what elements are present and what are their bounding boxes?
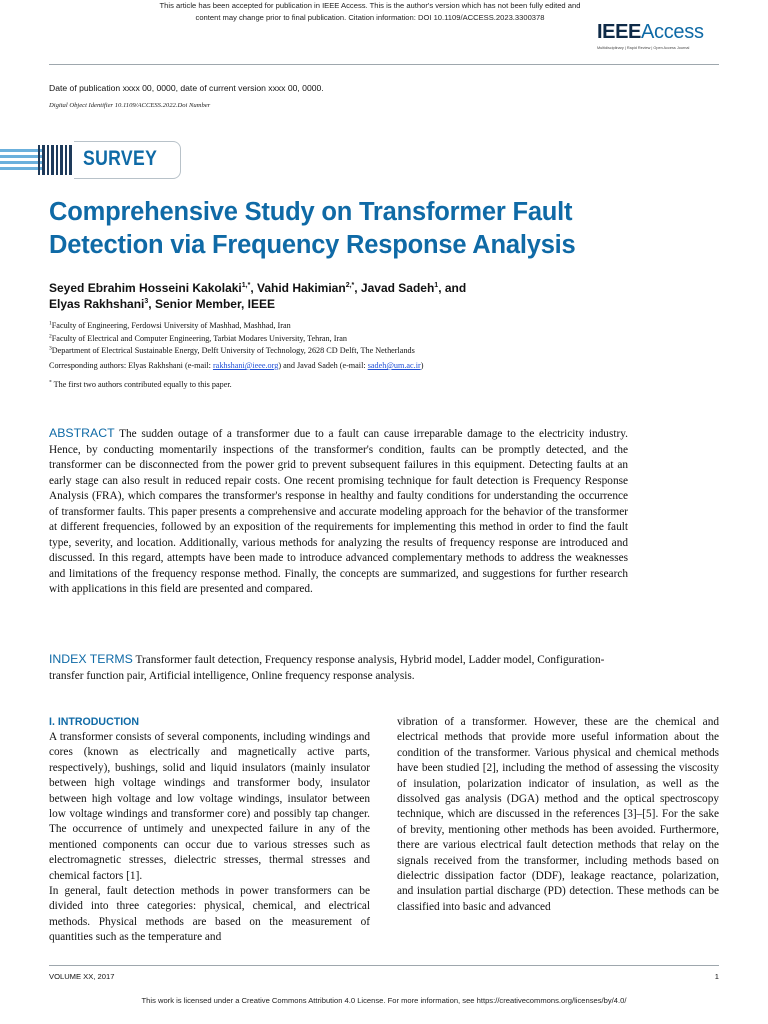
author-affiliation-mark: 1,* (241, 282, 251, 289)
logo-tagline: Multidisciplinary | Rapid Review | Open Access Journal (597, 46, 690, 50)
author-name: Elyas Rakhshani (49, 296, 145, 311)
footer-divider (49, 965, 719, 966)
license-notice: This work is licensed under a Creative Commons Attribution 4.0 License. For more information, see https://creativecommons.org/licenses/by/4.0/ (141, 996, 627, 1005)
affiliation-text: Faculty of Engineering, Ferdowsi University of Mashhad, Mashhad, Iran (51, 321, 291, 330)
author-name: Seyed Ebrahim Hosseini Kakolaki (49, 281, 242, 295)
notice-line-2: content may change prior to final publication. Citation information: DOI 10.1109/ACCESS.2023.3300378 (195, 13, 545, 22)
logo-word-ieee: IEEE (597, 21, 641, 43)
author-separator: , (354, 281, 361, 295)
corresponding-authors (49, 360, 709, 372)
intro-paragraph-3: vibration of a transformer. However, these are the chemical and electrical methods that provide more useful information about the condition of the transformer. Various physical and chemical methods have been studied [2], including the method of assessing the viscosity of insulation, polarization indicator of insulation, as well as the dissolved gas analysis (DGA) method and the optical spectroscopy technique, which are discussed in the references [3]–[5]. For the sake of brevity, mentioning other methods has been avoided. Furthermore, there are various electrical fault detection methods that relay on the signals received from the transformer, including methods based on dielectric dissipation factor (DDF), leakage reactance, polarization, and insulation partial discharge (PD) detection. These methods can be classified into basic and advanced (397, 716, 719, 913)
author-list (49, 281, 709, 312)
affiliation-mark: 2 (49, 332, 52, 339)
affiliation-item (49, 320, 709, 333)
index-terms-heading: INDEX TERMS (49, 652, 133, 666)
corresponding-prefix: Corresponding authors: Elyas Rakhshani (e-mail: (49, 361, 213, 370)
author-affiliation-mark: 3 (144, 297, 149, 305)
note-mark: * (49, 379, 52, 386)
title-line-1: Comprehensive Study on Transformer Fault (49, 198, 573, 226)
affiliation-mark: 1 (49, 320, 52, 327)
affiliation-item (49, 345, 709, 358)
publication-notice (120, 0, 620, 24)
ieee-access-logo (597, 21, 722, 50)
survey-label: SURVEY (83, 147, 158, 170)
intro-paragraph-1: A transformer consists of several components, including windings and cores (known as electrically and magnetically active parts, respectively), bushings, solid and liquid insulators (mainly insulator between high voltage windings and transformer body, insulator between high voltage and low voltage windings, insulator between low voltage windings and transformer core) and possibly tap changer. The occurrence of untimely and unexpected failure in any of the mentioned components can occur due to various stresses such as electromagnetic stresses, dielectric stresses, thermal stresses and chemical factors [1]. (49, 731, 370, 882)
author-separator: , and (438, 281, 467, 295)
doi-line: Digital Object Identifier 10.1109/ACCESS.2022.Doi Number (49, 102, 211, 109)
equal-contribution-note (49, 379, 709, 391)
index-terms-text: Transformer fault detection, Frequency response analysis, Hybrid model, Ladder model, Configuration-transfer function pair, Artificial intelligence, Online frequency response analysis. (49, 654, 605, 682)
left-column (49, 715, 370, 946)
intro-paragraph-2: In general, fault detection methods in power transformers can be divided into three categories: physical, chemical, and electrical methods. Physical methods are based on the measurement of quantities such as the temperature and (49, 885, 370, 944)
paper-title (49, 196, 729, 262)
abstract-heading: ABSTRACT (49, 426, 115, 440)
right-column (397, 715, 719, 915)
section-heading: I. INTRODUCTION (49, 716, 140, 728)
index-terms (49, 652, 628, 684)
abstract (49, 426, 628, 598)
author-name: Javad Sadeh (360, 281, 435, 295)
author-separator: , Senior Member, IEEE (148, 296, 276, 311)
affiliation-item (49, 333, 709, 346)
author-affiliation-mark: 1 (434, 282, 439, 289)
page-number: 1 (714, 972, 719, 981)
corresponding-middle: ) and Javad Sadeh (e-mail: (278, 361, 368, 370)
header-divider (49, 64, 719, 65)
barcode-stripes-icon (0, 145, 74, 175)
email-link-sadeh[interactable]: sadeh@um.ac.ir (367, 361, 421, 370)
author-affiliation-mark: 2,* (345, 282, 355, 289)
survey-tag (74, 141, 181, 179)
note-text: The first two authors contributed equally to this paper. (51, 380, 232, 389)
volume-label: VOLUME XX, 2017 (49, 972, 115, 981)
affiliation-mark: 3 (49, 345, 52, 352)
publication-date: Date of publication xxxx 00, 0000, date of current version xxxx 00, 0000. (49, 83, 324, 93)
corresponding-suffix: ) (420, 361, 424, 370)
logo-wordmark (597, 21, 722, 43)
affiliation-list (49, 320, 709, 358)
logo-word-access: Access (640, 21, 704, 43)
author-separator: , (250, 281, 257, 295)
title-line-2: Detection via Frequency Response Analysis (49, 231, 576, 259)
author-name: Vahid Hakimian (256, 281, 346, 295)
affiliation-text: Department of Electrical Sustainable Energy, Delft University of Technology, 2628 CD Delft, The Netherlands (51, 346, 415, 356)
affiliation-text: Faculty of Electrical and Computer Engineering, Tarbiat Modares University, Tehran, Iran (51, 333, 347, 343)
survey-badge (0, 141, 182, 179)
notice-line-1: This article has been accepted for publication in IEEE Access. This is the author's version which has not been fully edited and (159, 1, 581, 10)
abstract-text: The sudden outage of a transformer due to a fault can cause irreparable damage to the electricity industry. Hence, by conducting momentarily inspections of the transformer's condition, faults can be promptly detected, and the transformer can be disconnected from the power grid to prevent subsequent failures in this equipment. Detecting faults at an early stage can also result in reduced repair costs. One recent promising technique for fault detection is Frequency Response Analysis (FRA), which compares the transformer's response in healthy and faulty conditions for understanding the occurrence of transformer faults. This paper presents a comprehensive and accurate modeling approach for the behavior of the transformer at different frequencies, followed by an exposition of the requirements for implementing this method in order to find the fault type, severity, and location. Additionally, various methods for analyzing the results of frequency response are introduced and discussed. In this regard, attempts have been made to introduce advanced complementary methods to address the weaknesses and limitations of the frequency response method. Finally, the concepts are summarized, and suggestions for further research with applications in this field are presented and compared. (49, 428, 628, 595)
email-link-rakhshani[interactable]: rakhshani@ieee.org (212, 361, 279, 370)
